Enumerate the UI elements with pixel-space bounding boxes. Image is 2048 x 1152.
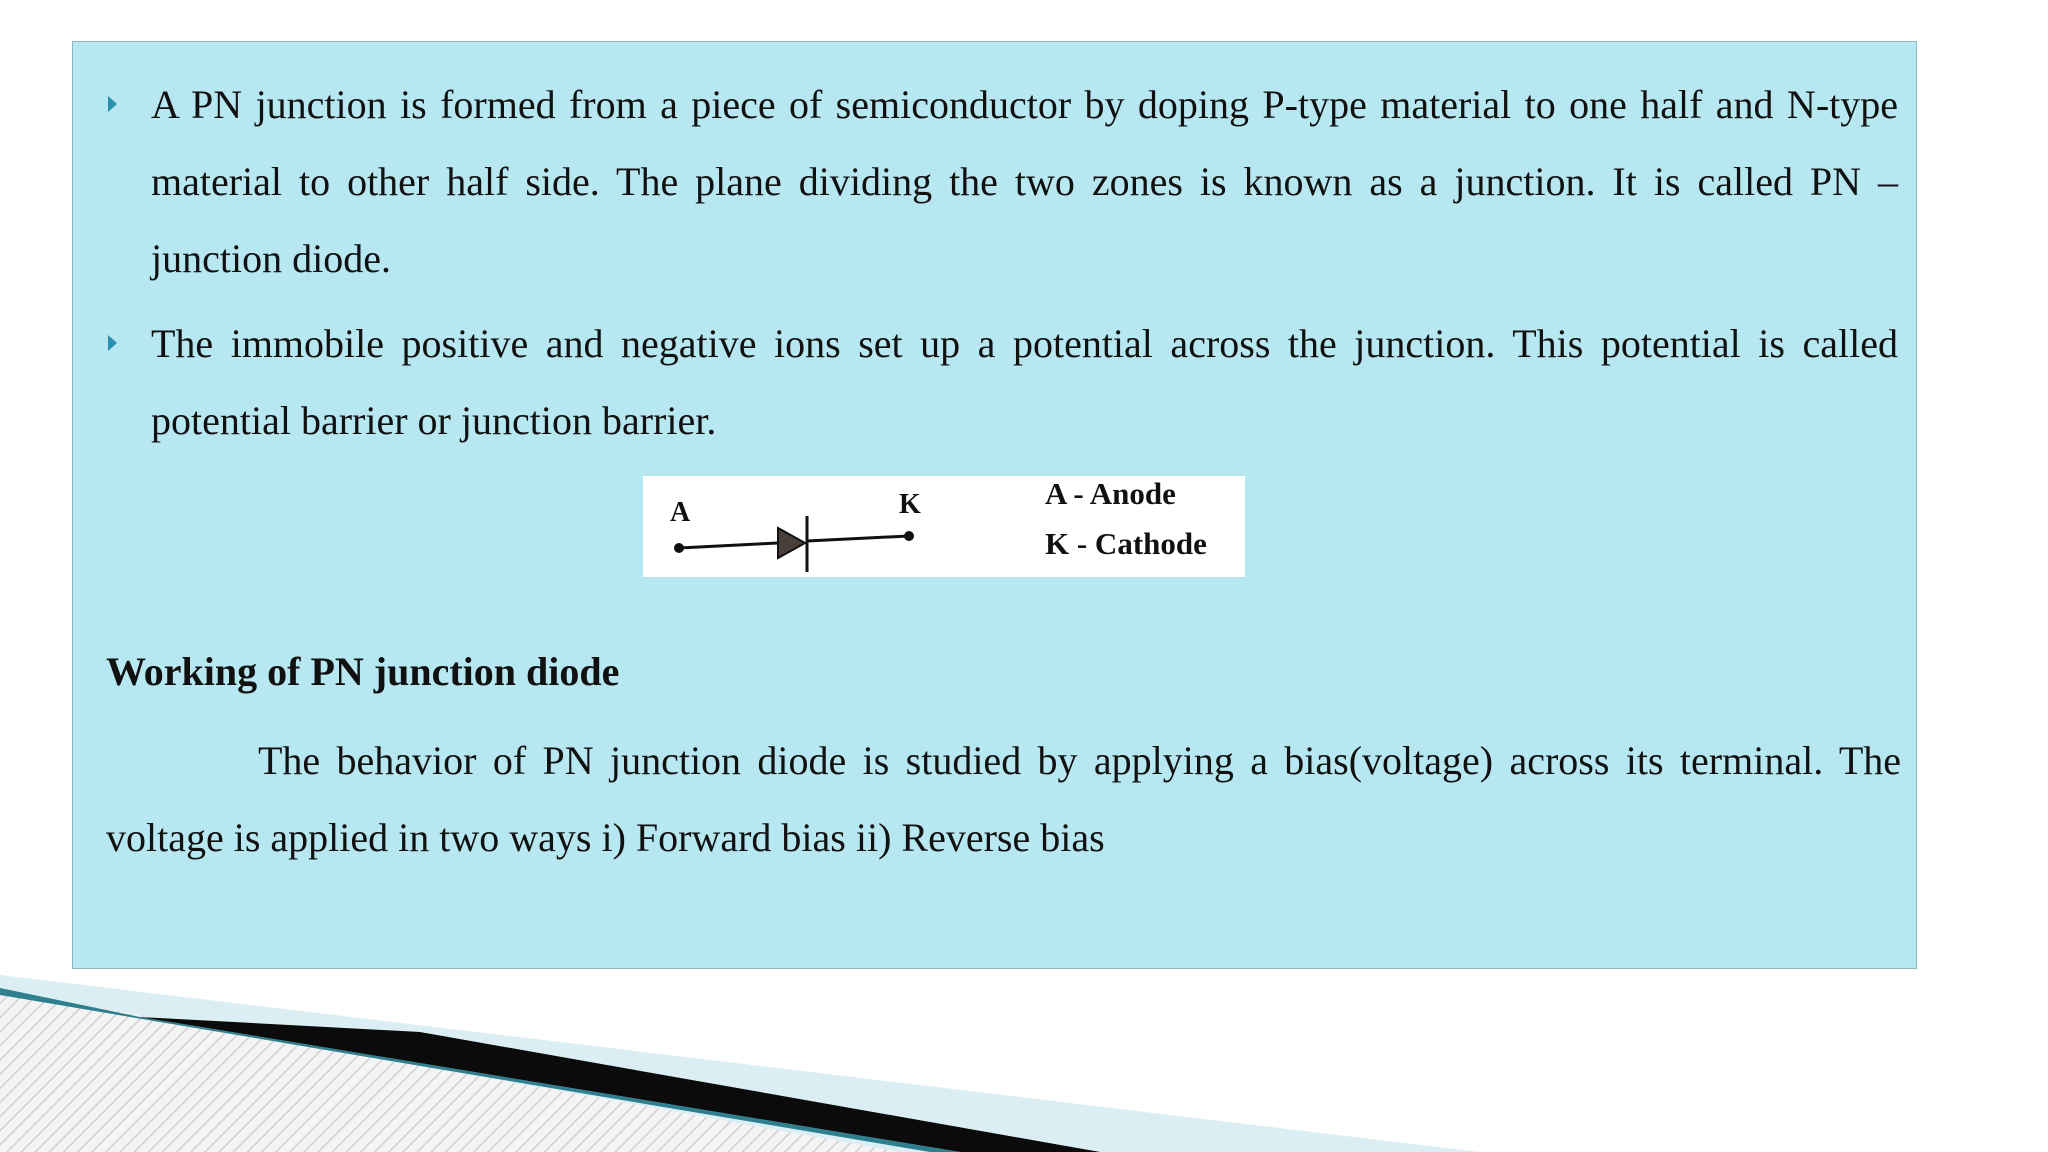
legend-anode: A - Anode	[1045, 476, 1176, 511]
bullet-text: A PN junction is formed from a piece of semiconductor by doping P-type material to one half and N-type material to other half side. The plane dividing the two zones is known as a junction. It is called PN – junction diode.	[151, 82, 1898, 281]
anode-lead	[679, 543, 778, 548]
bullet-item	[108, 66, 1898, 297]
bullet-arrow-icon	[108, 335, 117, 351]
legend-cathode: K - Cathode	[1045, 526, 1207, 561]
diode-triangle	[778, 528, 805, 558]
bullet-arrow-icon	[108, 96, 117, 112]
cathode-lead	[807, 536, 909, 541]
body-paragraph: The behavior of PN junction diode is studied by applying a bias(voltage) across its terminal. The voltage is applied in two ways i) Forward bias ii) Reverse bias	[106, 738, 1901, 860]
diode-symbol-figure	[643, 476, 1245, 577]
cathode-letter: K	[899, 489, 921, 520]
anode-letter: A	[670, 497, 691, 528]
bullet-text: The immobile positive and negative ions set up a potential across the junction. This potential is called potential barrier or junction barrier.	[151, 321, 1898, 443]
content-box	[72, 41, 1917, 969]
decorative-swoosh	[0, 960, 2048, 1152]
cathode-terminal-dot	[904, 531, 914, 541]
bullet-item	[108, 305, 1898, 459]
section-heading: Working of PN junction diode	[106, 649, 620, 694]
